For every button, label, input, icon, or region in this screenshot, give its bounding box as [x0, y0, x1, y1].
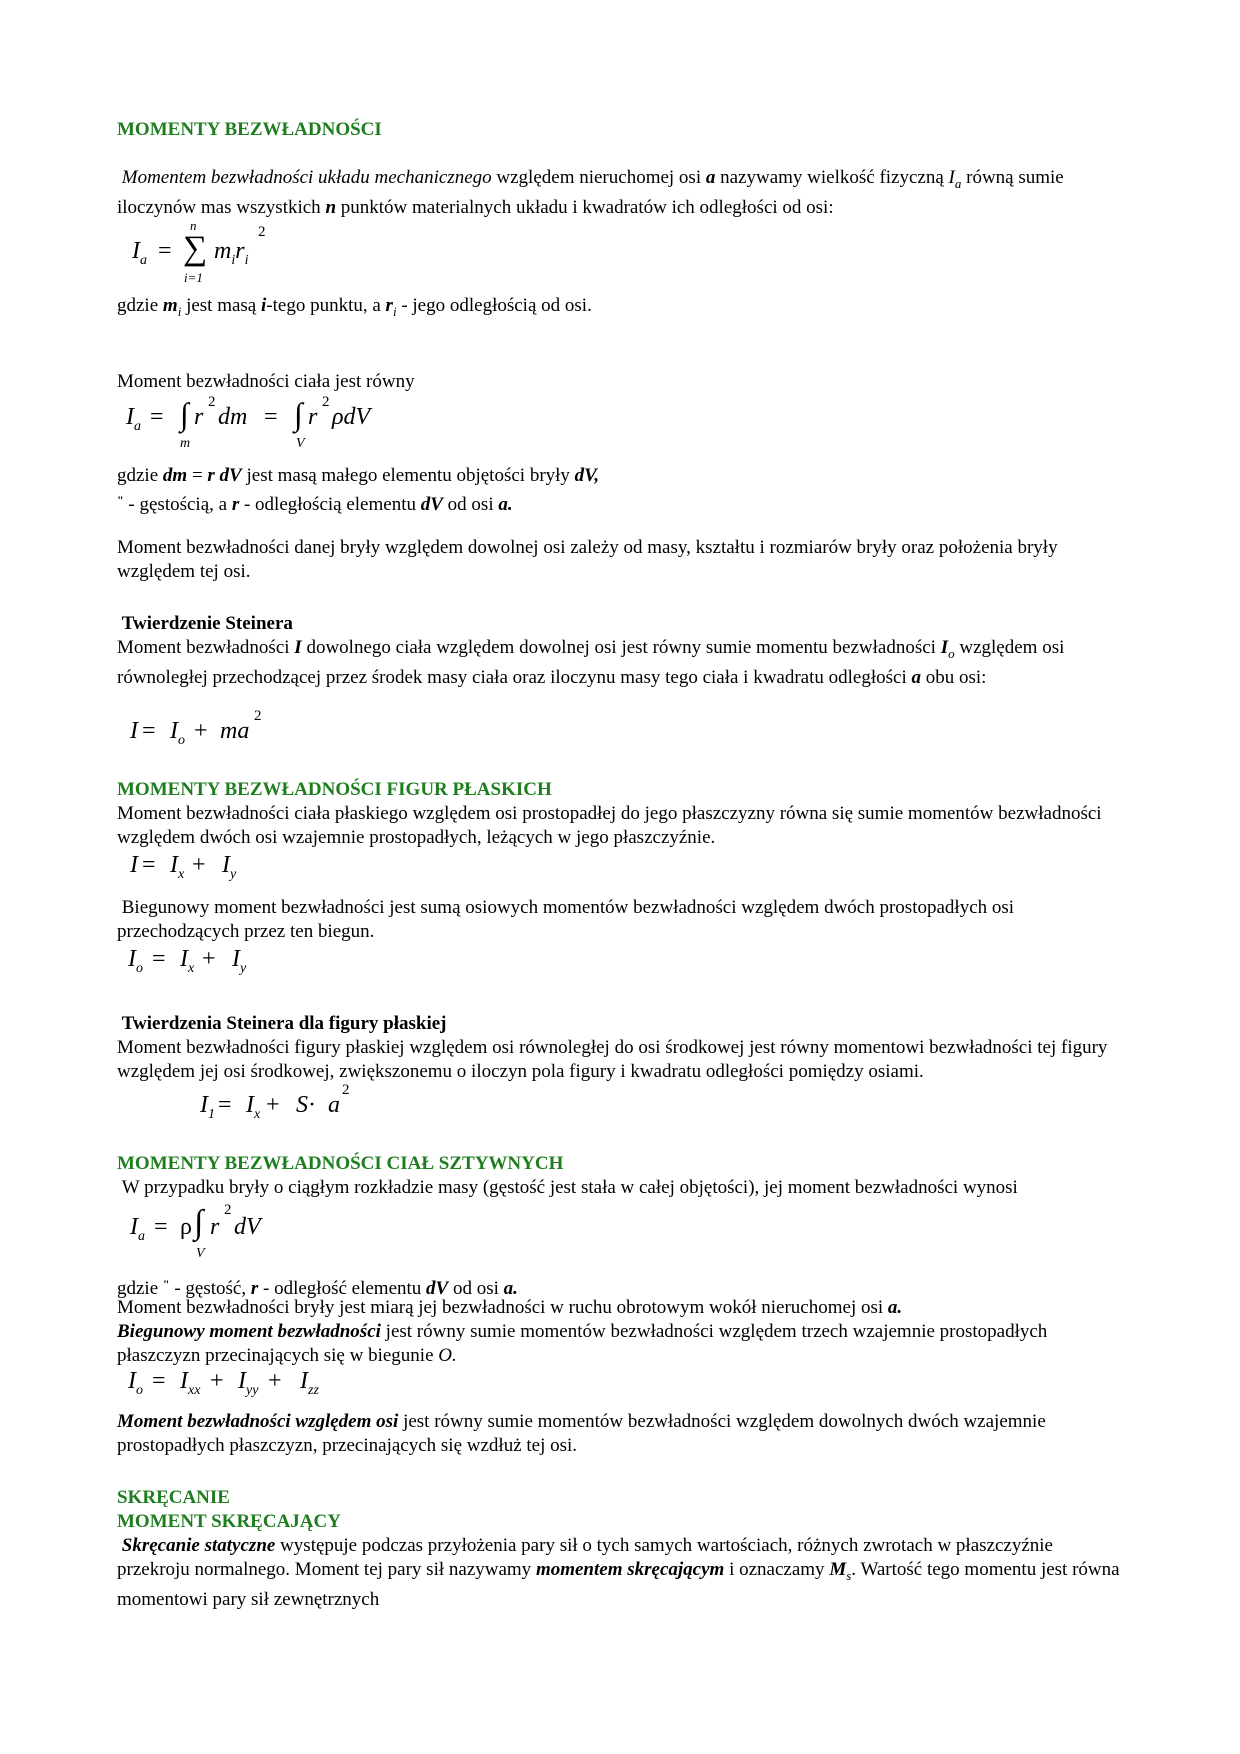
paragraph-torsion: Skręcanie statyczne występuje podczas przyłożenia pary sił o tych samych wartościach, różnych zwrotach w płaszczyźnie przekroju normalnego. Moment tej pary sił nazywamy momentem skręcającym i oznaczamy $M_s$. Wartość tego momentu jest równa momentowi pary sił zewnętrznych: [117, 1535, 1120, 1610]
paragraph-steiner: Moment bezwładności I dowolnego ciała względem dowolnej osi jest równy sumie momentu bezwładności $I_o$ względem osi równoległej przechodzącej przez środek masy ciała oraz iloczynu masy tego ciała i kwadratu odległości a obu osi:: [117, 637, 1065, 688]
paragraph-measure: Moment bezwładności bryły jest miarą jej bezwładności w ruchu obrotowym wokół nieruchomej osi a.: [117, 1297, 903, 1318]
paragraph-where-density: gdzie " - gęstość, r - odległość elementu dV od osi a.: [117, 1277, 518, 1299]
equation-integral: $I_a$ = ∫ r 2 dm = ∫ r 2 ρdV m V: [126, 394, 371, 451]
paragraph-where-mi: gdzie $m_i$ jest masą i-tego punktu, a $r_i$ - jego odległością od osi.: [117, 295, 592, 319]
paragraph-depends: Moment bezwładności danej bryły względem dowolnej osi zależy od masy, kształtu i rozmiarów bryły oraz położenia bryły względem tej osi.: [117, 537, 1058, 582]
paragraph-polar-moment: Biegunowy moment bezwładności jest sumą osiowych momentów bezwładności względem dwóch prostopadłych osi przechodzących przez ten biegun.: [117, 897, 1015, 942]
symbol-glyph: ": [117, 493, 124, 507]
symbol-glyph: ": [162, 1277, 170, 1291]
paragraph-polar-rigid: Biegunowy moment bezwładności jest równy sumie momentów bezwładności względem trzech wzajemnie prostopadłych płaszczyzn przecinających się w biegunie O.: [117, 1321, 1048, 1366]
heading-momenty-bezwladnosci: MOMENTY BEZWŁADNOŚCI: [117, 119, 382, 140]
paragraph-body-moment: Moment bezwładności ciała jest równy: [117, 371, 415, 392]
term-moment-bezwladnosci: Momentem bezwładności układu mechanicznego: [121, 167, 492, 188]
paragraph-continuous: W przypadku bryły o ciągłym rozkładzie masy (gęstość jest stała w całej objętości), jej moment bezwładności wynosi: [121, 1177, 1018, 1198]
paragraph-density: " - gęstością, a r - odległością elementu dV od osi a.: [117, 493, 513, 515]
equation-io-sum-xy: $I_o$ = $I_x$ + $I_y$: [128, 946, 247, 976]
heading-steiner-flat: Twierdzenia Steinera dla figury płaskiej: [121, 1013, 447, 1034]
equation-i-sum-xy: I = $I_x$ + $I_y$: [130, 852, 237, 882]
equation-sum: $I_a$ = ∑ n i=1 $m_ir_i$ 2: [132, 218, 266, 285]
paragraph-where-dm: gdzie dm = r dV jest masą małego elementu objętości bryły dV,: [117, 465, 600, 486]
heading-figury-plaskie: MOMENTY BEZWŁADNOŚCI FIGUR PŁASKICH: [117, 779, 552, 800]
paragraph-plane-body: Moment bezwładności ciała płaskiego względem osi prostopadłej do jego płaszczyzny równa się sumie momentów bezwładności względem dwóch osi wzajemnie prostopadłych, leżących w jego płaszczyźnie.: [117, 803, 1102, 848]
equation-io-three: $I_o$ = $I_{xx}$ + $I_{yy}$ + $I_{zz}$: [128, 1368, 319, 1398]
paragraph-definition: Momentem bezwładności układu mechanicznego względem nieruchomej osi a nazywamy wielkość fizyczną $I_a$ równą sumie iloczynów mas wszystkich n punktów materialnych układu i kwadratów ich odległości od osi:: [117, 167, 1064, 218]
equation-steiner-flat: $I_1$ = $I_x$ + S · a 2: [200, 1082, 350, 1122]
heading-skrecanie: SKRĘCANIE: [117, 1487, 230, 1508]
heading-steiner: Twierdzenie Steinera: [121, 613, 293, 634]
paragraph-axis-moment: Moment bezwładności względem osi jest równy sumie momentów bezwładności względem dowolnych dwóch wzajemnie prostopadłych płaszczyzn, przecinających się wzdłuż tej osi.: [117, 1411, 1046, 1456]
paragraph-steiner-flat: Moment bezwładności figury płaskiej względem osi równoległej do osi środkowej jest równy momentowi bezwładności tej figury względem jej osi środkowej, zwiększonemu o iloczyn pola figury i kwadratu odległości pomiędzy osiami.: [117, 1037, 1108, 1082]
equation-rigid-integral: $I_a$ = ρ ∫ r 2 dV V: [130, 1202, 261, 1261]
heading-moment-skrecajacy: MOMENT SKRĘCAJĄCY: [117, 1511, 341, 1532]
heading-ciala-sztywne: MOMENTY BEZWŁADNOŚCI CIAŁ SZTYWNYCH: [117, 1153, 564, 1174]
equation-steiner: I = $I_o$ + ma 2: [130, 708, 262, 748]
